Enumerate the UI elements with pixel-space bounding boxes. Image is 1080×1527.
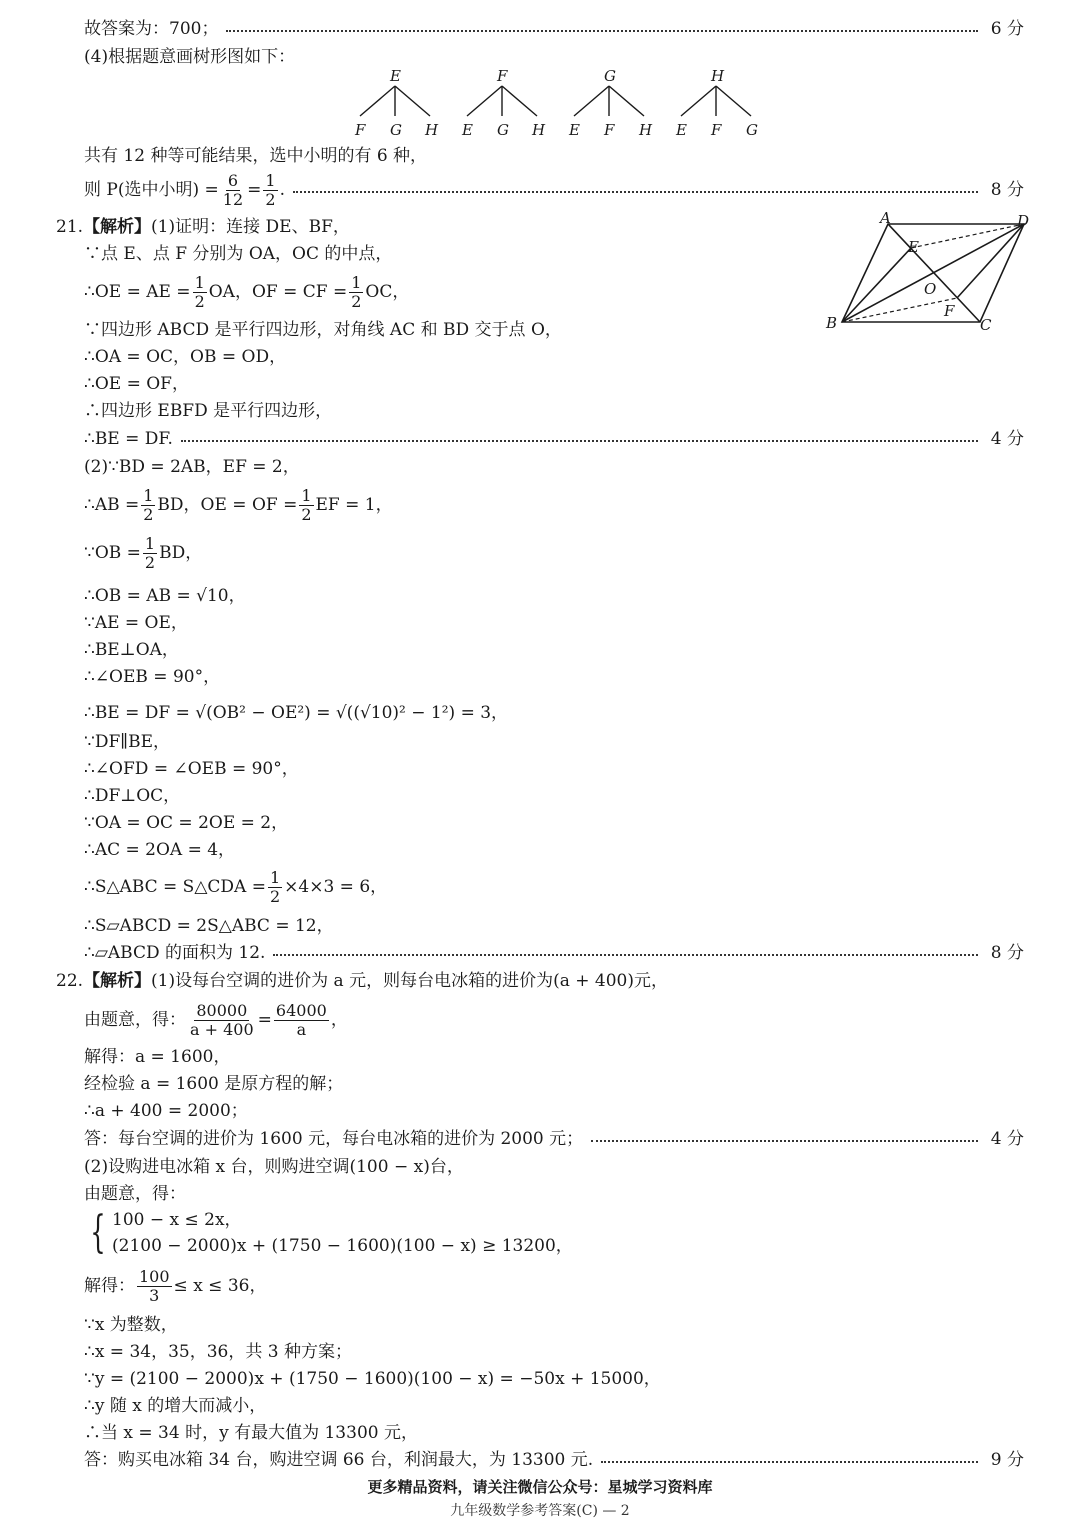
tree-branch	[360, 86, 395, 116]
tree-leaf-label: F	[355, 121, 366, 139]
leader-dots	[293, 191, 978, 193]
leader-dots	[181, 440, 978, 442]
page-footer: 九年级数学参考答案(C) — 2	[450, 1503, 630, 1519]
score-label: 4 分	[990, 429, 1024, 449]
parallelogram-figure	[822, 212, 1032, 336]
analysis-tag: 【解析】	[83, 217, 152, 237]
question-number: 21.	[56, 217, 84, 237]
text-line: ∴OA = OC，OB = OD，	[84, 347, 287, 367]
tree-branch	[681, 86, 716, 116]
tree-root-label: E	[390, 67, 401, 85]
text-line: ∴AC = 2OA = 4，	[84, 840, 236, 860]
q22-header: 22. 【解析】 (1)设每台空调的进价为 a 元，则每台电冰箱的进价为(a + 400)元，	[56, 968, 1024, 994]
text-line: ∴BE = DF = √(OB² − OE²) = √((√10)² − 1²) = 3，	[84, 703, 509, 723]
tree-G	[568, 67, 653, 139]
point-label: E	[908, 238, 919, 256]
text-line: ∴∠OEB = 90°，	[84, 667, 221, 687]
text-line: ∴AB = $\frac{1}{2}$ BD，OE = OF = $\frac{1}{2}$ EF = 1，	[84, 485, 393, 524]
tree-branch	[467, 86, 502, 116]
text-line: ∴∠OFD = ∠OEB = 90°，	[84, 759, 299, 779]
tree-root-label: G	[604, 67, 616, 85]
text-line: ∴BE = DF. 4 分	[84, 426, 1024, 452]
tree-H	[675, 67, 758, 139]
text-line: ∵四边形 ABCD 是平行四边形，对角线 AC 和 BD 交于点 O，	[84, 320, 562, 340]
leader-dots	[591, 1140, 978, 1142]
fraction: $\frac{1}{2}$	[144, 533, 156, 572]
text-line: ∴S△ABC = S△CDA = $\frac{1}{2}$ ×4×3 = 6，	[84, 867, 388, 906]
point-label: O	[924, 280, 937, 298]
text-line: ∴OE = AE = $\frac{1}{2}$ OA，OF = CF = $\frac{1}{2}$ OC，	[84, 272, 410, 311]
text-line: ∴x = 34，35，36，共 3 种方案；	[84, 1342, 352, 1362]
point-label: F	[944, 302, 955, 320]
text-line: ∴a + 400 = 2000；	[84, 1101, 248, 1121]
text-line: ∵OA = OC = 2OE = 2，	[84, 813, 289, 833]
text-line: (2)设购进电冰箱 x 台，则购进空调(100 − x)台，	[84, 1157, 464, 1177]
fraction: $\frac{6}{12}$	[222, 170, 244, 209]
tree-leaf-label: H	[639, 121, 653, 139]
fraction: $\frac{80000}{a + 400}$	[190, 1000, 254, 1039]
footer-notice: 更多精品资料，请关注微信公众号：星城学习资料库	[367, 1478, 713, 1496]
fraction: $\frac{1}{2}$	[301, 485, 312, 524]
analysis-tag: 【解析】	[83, 971, 152, 991]
score-label: 8 分	[990, 943, 1024, 963]
text-line: ∴▱ABCD 的面积为 12. 8 分	[84, 940, 1024, 966]
tree-leaf-label: E	[462, 121, 473, 139]
inequality-row: 100 − x ≤ 2x，	[112, 1210, 242, 1230]
fraction: $\frac{1}{2}$	[351, 272, 362, 311]
text-line: 解得： $\frac{100}{3}$ ≤ x ≤ 36，	[84, 1266, 267, 1305]
tree-leaf-label: G	[497, 121, 509, 139]
score-label: 6 分	[990, 19, 1024, 39]
q21-header: 21. 【解析】 (1)证明：连接 DE、BF，	[56, 214, 820, 240]
leader-dots	[273, 954, 978, 956]
text-line: ∴S▱ABCD = 2S△ABC = 12，	[84, 916, 334, 936]
text-line: 由题意，得：	[84, 1184, 186, 1204]
tree-root-label: H	[711, 67, 725, 85]
tree-intro-line: (4)根据题意画树形图如下：	[84, 47, 296, 67]
text-line: ∵y = (2100 − 2000)x + (1750 − 1600)(100 − x) = −50x + 15000，	[84, 1369, 661, 1389]
tree-leaf-label: H	[532, 121, 546, 139]
text-line: ∵点 E、点 F 分别为 OA，OC 的中点，	[84, 244, 393, 264]
probability-line: 则 P(选中小明) = $\frac{6}{12}$ = $\frac{1}{2}$ . 8 分	[84, 168, 1024, 212]
text-line: 答：购买电冰箱 34 台，购进空调 66 台，利润最大，为 13300 元. 9 分	[84, 1447, 1024, 1473]
text-line: ∵x 为整数，	[84, 1315, 178, 1335]
vertex-label: A	[880, 212, 891, 227]
text-line: ∴四边形 EBFD 是平行四边形，	[84, 401, 333, 421]
leader-dots	[601, 1461, 978, 1463]
text-line: ∴y 随 x 的增大而减小，	[84, 1396, 267, 1416]
text-line: 经检验 a = 1600 是原方程的解；	[84, 1074, 344, 1094]
text-line: 解得：a = 1600，	[84, 1047, 231, 1067]
tree-branch	[716, 86, 751, 116]
leader-dots	[226, 30, 978, 32]
inequality-system	[84, 1207, 573, 1259]
tree-branch	[395, 86, 430, 116]
answer-line-700: 故答案为：700； 6 分	[84, 16, 1024, 42]
tree-root-label: F	[497, 67, 508, 85]
vertex-label: C	[980, 316, 992, 334]
tree-leaf-label: G	[746, 121, 758, 139]
text-line: 答：每台空调的进价为 1600 元，每台电冰箱的进价为 2000 元； 4 分	[84, 1126, 1024, 1152]
text-line: ∴OB = AB = √10，	[84, 586, 246, 606]
fraction: $\frac{1}{2}$	[265, 170, 276, 209]
tree-branch	[502, 86, 537, 116]
text-line: (2)∵BD = 2AB，EF = 2，	[84, 457, 300, 477]
fraction: $\frac{1}{2}$	[269, 867, 281, 906]
fraction: $\frac{1}{2}$	[143, 485, 154, 524]
tree-branch	[574, 86, 609, 116]
tree-diagram	[340, 66, 770, 142]
vertex-label: B	[826, 314, 838, 332]
outcomes-line: 共有 12 种等可能结果，选中小明的有 6 种，	[84, 146, 428, 166]
tree-F	[461, 67, 546, 139]
score-label: 9 分	[990, 1450, 1024, 1470]
tree-leaf-label: E	[676, 121, 687, 139]
text-line: ∴当 x = 34 时，y 有最大值为 13300 元，	[84, 1423, 418, 1443]
score-label: 8 分	[990, 180, 1024, 200]
tree-leaf-label: E	[569, 121, 580, 139]
question-number: 22.	[56, 971, 84, 991]
text-line: ∵DF∥BE，	[84, 732, 170, 752]
text-line: ∵OB = $\frac{1}{2}$ BD，	[84, 533, 203, 572]
score-label: 4 分	[990, 1129, 1024, 1149]
tree-leaf-label: F	[711, 121, 722, 139]
fraction: $\frac{64000}{a}$	[275, 1000, 327, 1039]
vertex-label: D	[1017, 212, 1030, 230]
tree-leaf-label: F	[604, 121, 615, 139]
tree-leaf-label: H	[425, 121, 439, 139]
text-line: ∴BE⊥OA，	[84, 640, 179, 660]
text-line: ∵AE = OE，	[84, 613, 188, 633]
brace: {	[90, 1207, 106, 1258]
fraction: $\frac{100}{3}$	[139, 1266, 170, 1305]
text-line: 由题意，得： $\frac{80000}{a + 400}$ = $\frac{64000}{a}$ ，	[84, 1000, 348, 1039]
tree-branch	[609, 86, 644, 116]
tree-E	[354, 67, 439, 139]
fraction: $\frac{1}{2}$	[194, 272, 205, 311]
text-line: ∴DF⊥OC，	[84, 786, 181, 806]
text-line: ∴OE = OF，	[84, 374, 189, 394]
tree-leaf-label: G	[390, 121, 402, 139]
inequality-row: (2100 − 2000)x + (1750 − 1600)(100 − x) ≥ 13200，	[112, 1236, 573, 1256]
